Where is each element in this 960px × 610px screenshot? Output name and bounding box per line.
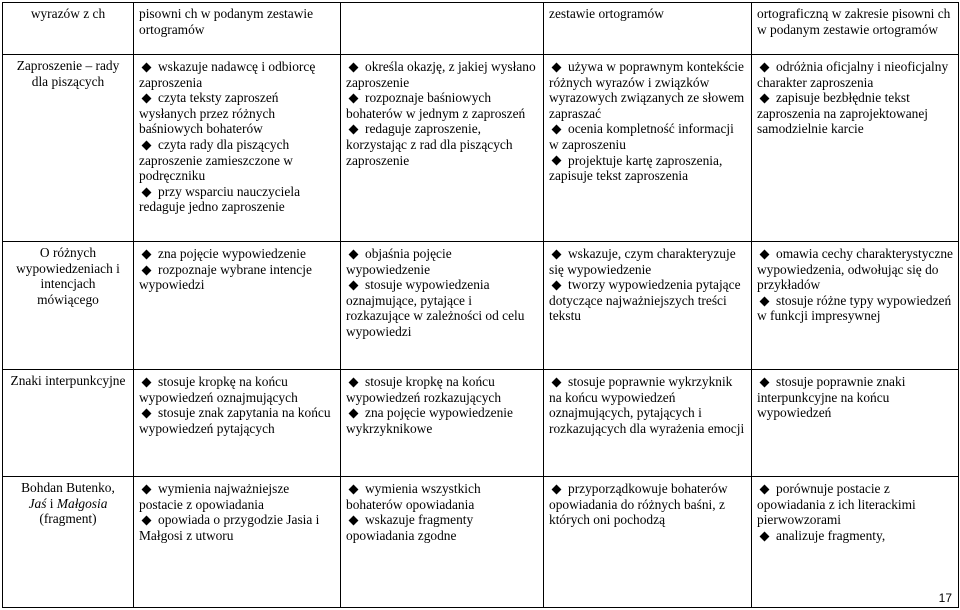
list-item — [549, 374, 746, 436]
list-item — [346, 90, 538, 121]
topic-cell — [3, 55, 134, 242]
diamond-bullet-icon — [760, 62, 770, 72]
work-title-part: Jaś — [28, 495, 47, 511]
list-item — [346, 512, 538, 543]
requirement-list — [549, 59, 746, 184]
list-item-text: redaguje zaproszenie, korzystając z rad dla piszących zaproszenie — [346, 121, 513, 168]
list-item — [757, 59, 953, 90]
diamond-bullet-icon — [552, 62, 562, 72]
diamond-bullet-icon — [349, 94, 359, 104]
diamond-bullet-icon — [760, 94, 770, 104]
requirement-cell-c1 — [134, 3, 341, 55]
list-item-text: odróżnia oficjalny i nieoficjalny charakter zaproszenia — [757, 59, 949, 90]
list-item — [139, 90, 335, 137]
topic-cell — [3, 477, 134, 608]
requirement-cell-c3 — [544, 477, 752, 608]
topic-cell — [3, 242, 134, 370]
list-item-text: tworzy wypowiedzenia pytające dotyczące najważniejszych treści tekstu — [549, 277, 741, 324]
diamond-bullet-icon — [349, 484, 359, 494]
continued-text: ortograficzną w zakresie pisowni ch w podanym zestawie ortogramów — [757, 6, 951, 37]
list-item-text: opowiada o przygodzie Jasia i Małgosi z utworu — [139, 512, 320, 543]
requirement-cell-c2 — [341, 3, 544, 55]
list-item — [757, 528, 953, 544]
diamond-bullet-icon — [142, 484, 152, 494]
list-item — [346, 59, 538, 90]
requirement-list — [346, 481, 538, 543]
list-item-text: objaśnia pojęcie wypowiedzenie — [346, 246, 452, 277]
continued-text: pisowni ch w podanym zestawie ortogramów — [139, 6, 314, 37]
requirement-cell-c4 — [752, 242, 959, 370]
diamond-bullet-icon — [552, 377, 562, 387]
list-item — [139, 374, 335, 405]
requirement-cell-c1 — [134, 370, 341, 477]
table-row — [3, 477, 959, 608]
requirement-list — [549, 374, 746, 436]
continued-text: zestawie ortogramów — [549, 6, 664, 21]
requirement-cell-c1 — [134, 55, 341, 242]
diamond-bullet-icon — [142, 249, 152, 259]
list-item — [346, 277, 538, 339]
diamond-bullet-icon — [349, 125, 359, 135]
requirement-list — [139, 374, 335, 436]
table-row — [3, 3, 959, 55]
diamond-bullet-icon — [142, 187, 152, 197]
list-item — [757, 293, 953, 324]
list-item — [549, 277, 746, 324]
requirement-cell-c4 — [752, 3, 959, 55]
topic-cell — [3, 370, 134, 477]
list-item-text: stosuje znak zapytania na końcu wypowiedzeń pytających — [139, 405, 331, 436]
diamond-bullet-icon — [552, 125, 562, 135]
diamond-bullet-icon — [349, 249, 359, 259]
diamond-bullet-icon — [142, 94, 152, 104]
list-item-text: stosuje różne typy wypowiedzeń w funkcji impresywnej — [757, 292, 952, 324]
table-row — [3, 242, 959, 370]
list-item-text: używa w poprawnym kontekście różnych wyrazów i związków wyrazowych związanych ze słowem zapraszać — [549, 59, 745, 121]
topic-label: Znaki interpunkcyjne — [10, 373, 126, 388]
diamond-bullet-icon — [349, 516, 359, 526]
list-item-text: stosuje kropkę na końcu wypowiedzeń rozkazujących — [346, 374, 502, 405]
requirement-list — [757, 481, 953, 543]
requirement-list — [346, 374, 538, 436]
topic-label: wyrazów z ch — [30, 6, 106, 21]
diamond-bullet-icon — [760, 377, 770, 387]
list-item — [346, 121, 538, 168]
list-item-text: wskazuje, czym charakteryzuje się wypowiedzenie — [549, 246, 736, 277]
diamond-bullet-icon — [349, 409, 359, 419]
diamond-bullet-icon — [760, 249, 770, 259]
list-item — [346, 374, 538, 405]
requirement-list — [757, 246, 953, 324]
requirement-cell-c3 — [544, 3, 752, 55]
diamond-bullet-icon — [349, 377, 359, 387]
requirement-list — [139, 481, 335, 543]
diamond-bullet-icon — [552, 156, 562, 166]
list-item-text: stosuje poprawnie znaki interpunkcyjne na końcu wypowiedzeń — [757, 374, 906, 421]
list-item-text: czyta rady dla piszących zaproszenie zamieszczone w podręczniku — [139, 136, 293, 184]
diamond-bullet-icon — [760, 296, 770, 306]
list-item-text: stosuje wypowiedzenia oznajmujące, pytające i rozkazujące w zależności od celu wypowiedzi — [346, 277, 525, 339]
list-item-text: projektuje kartę zaproszenia, zapisuje tekst zaproszenia — [549, 152, 723, 184]
table-row — [3, 370, 959, 477]
diamond-bullet-icon — [552, 281, 562, 291]
list-item — [139, 481, 335, 512]
list-item-text: rozpoznaje wybrane intencje wypowiedzi — [139, 261, 312, 293]
list-item-text: przy wsparciu nauczyciela redaguje jedno zaproszenie — [139, 183, 301, 215]
requirement-list — [757, 59, 953, 137]
list-item — [549, 246, 746, 277]
topic-cell — [3, 3, 134, 55]
diamond-bullet-icon — [142, 140, 152, 150]
requirement-cell-c3 — [544, 370, 752, 477]
requirement-cell-c4 — [752, 370, 959, 477]
requirement-list — [757, 374, 953, 421]
requirement-list — [549, 246, 746, 324]
list-item — [139, 246, 335, 262]
requirement-cell-c2 — [341, 242, 544, 370]
diamond-bullet-icon — [142, 409, 152, 419]
requirement-list — [139, 246, 335, 293]
list-item — [757, 246, 953, 293]
list-item — [139, 137, 335, 184]
list-item-text: porównuje postacie z opowiadania z ich literackimi pierwowzorami — [757, 481, 916, 528]
list-item-text: określa okazję, z jakiej wysłano zaproszenie — [346, 59, 536, 90]
diamond-bullet-icon — [760, 531, 770, 541]
list-item — [549, 121, 746, 152]
requirement-cell-c1 — [134, 477, 341, 608]
list-item — [346, 405, 538, 436]
list-item — [139, 405, 335, 436]
diamond-bullet-icon — [142, 377, 152, 387]
list-item-text: przyporządkowuje bohaterów opowiadania do różnych baśni, z których oni pochodzą — [549, 481, 728, 528]
list-item-text: wymienia wszystkich bohaterów opowiadania — [346, 481, 481, 512]
list-item — [549, 481, 746, 528]
list-item-text: zapisuje bezbłędnie tekst zaproszenia na zaprojektowanej samodzielnie karcie — [757, 90, 929, 137]
list-item-text: stosuje kropkę na końcu wypowiedzeń oznajmujących — [139, 374, 298, 405]
diamond-bullet-icon — [142, 516, 152, 526]
list-item — [757, 90, 953, 137]
requirement-cell-c3 — [544, 55, 752, 242]
list-item-text: wymienia najważniejsze postacie z opowiadania — [139, 481, 290, 512]
requirement-cell-c1 — [134, 242, 341, 370]
list-item-text: omawia cechy charakterystyczne wypowiedzenia, odwołując się do przykładów — [757, 246, 953, 293]
diamond-bullet-icon — [349, 62, 359, 72]
diamond-bullet-icon — [142, 265, 152, 275]
topic-label: O różnych wypowiedzeniach i intencjach mówiącego — [16, 245, 120, 307]
requirement-list — [346, 246, 538, 340]
list-item-text: ocenia kompletność informacji w zaproszeniu — [549, 121, 734, 152]
diamond-bullet-icon — [760, 484, 770, 494]
page-number: 17 — [938, 591, 952, 605]
list-item-text: wskazuje nadawcę i odbiorcę zaproszenia — [139, 59, 316, 90]
list-item — [549, 59, 746, 121]
list-item-text: rozpoznaje baśniowych bohaterów w jednym z zaproszeń — [346, 90, 526, 121]
list-item — [139, 262, 335, 293]
requirement-cell-c2 — [341, 477, 544, 608]
list-item-text: czyta teksty zaproszeń wysłanych przez różnych baśniowych bohaterów — [139, 90, 279, 137]
list-item — [757, 481, 953, 528]
work-title-sep: i — [46, 495, 57, 511]
diamond-bullet-icon — [142, 62, 152, 72]
diamond-bullet-icon — [552, 249, 562, 259]
list-item — [757, 374, 953, 421]
list-item — [346, 246, 538, 277]
requirement-list — [346, 59, 538, 168]
requirements-table — [2, 2, 959, 608]
list-item — [139, 59, 335, 90]
author-name: Bohdan Butenko, — [21, 480, 115, 495]
table-row — [3, 55, 959, 242]
requirement-cell-c4 — [752, 55, 959, 242]
list-item — [139, 512, 335, 543]
diamond-bullet-icon — [349, 281, 359, 291]
requirement-cell-c2 — [341, 370, 544, 477]
requirement-cell-c3 — [544, 242, 752, 370]
fragment-note: (fragment) — [39, 511, 97, 527]
list-item-text: wskazuje fragmenty opowiadania zgodne — [346, 512, 474, 543]
list-item — [346, 481, 538, 512]
requirement-list — [139, 59, 335, 215]
diamond-bullet-icon — [552, 484, 562, 494]
list-item-text: stosuje poprawnie wykrzyknik na końcu wypowiedzeń oznajmujących, pytających i rozkazujących dla wyrażenia emocji — [549, 374, 745, 436]
requirement-list — [549, 481, 746, 528]
list-item-text: zna pojęcie wypowiedzenie — [158, 246, 306, 261]
topic-label: Zaproszenie – rady dla piszących — [16, 58, 120, 89]
requirement-cell-c4 — [752, 477, 959, 608]
list-item-text: zna pojęcie wypowiedzenie wykrzyknikowe — [346, 405, 513, 436]
requirement-cell-c2 — [341, 55, 544, 242]
work-title-part: Małgosia — [56, 495, 108, 511]
list-item — [549, 153, 746, 184]
list-item-text: analizuje fragmenty, — [776, 527, 886, 543]
list-item — [139, 184, 335, 215]
